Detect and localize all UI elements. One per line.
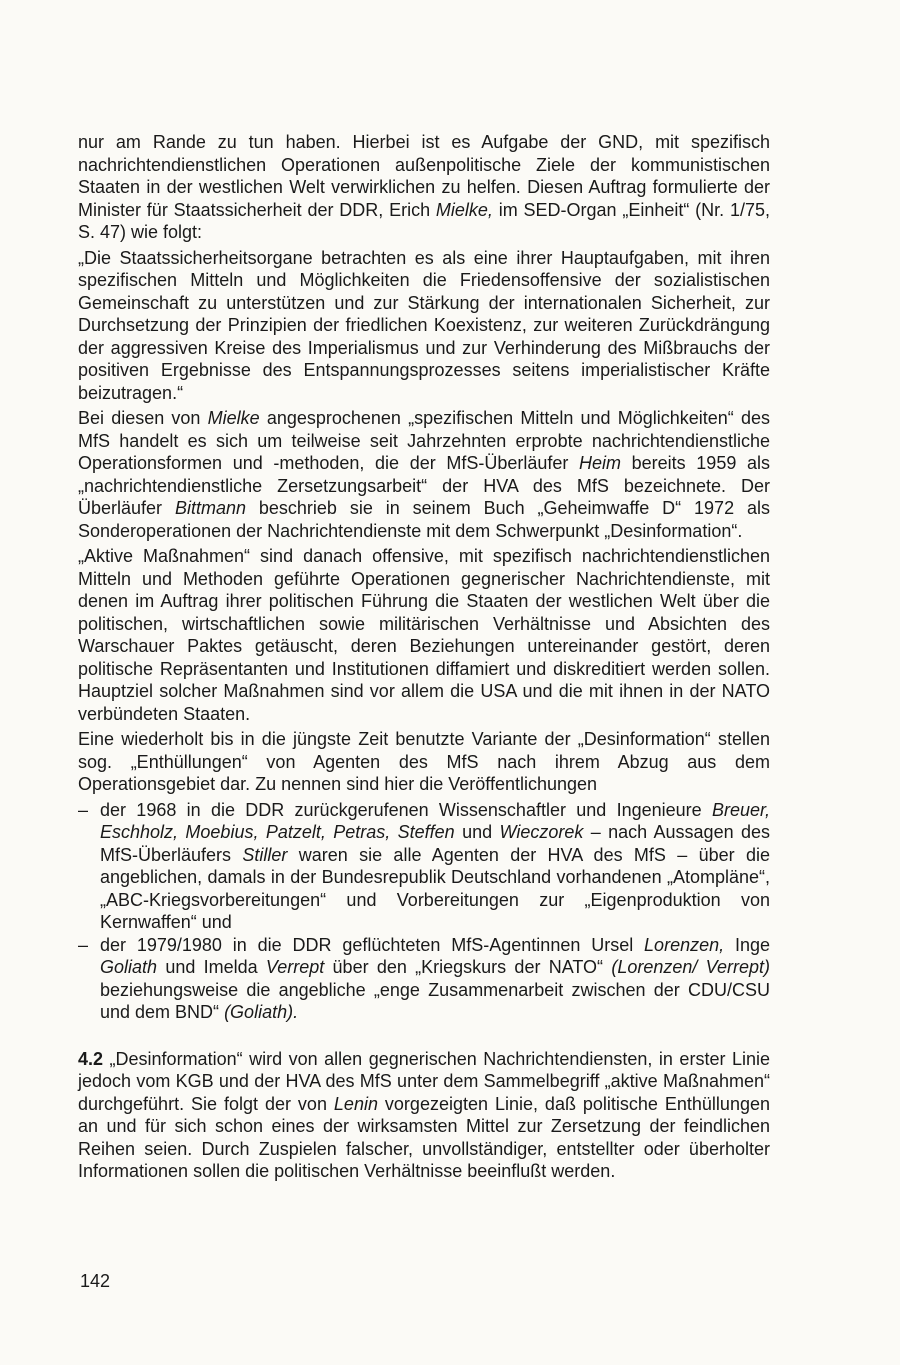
name-emphasis: Verrept bbox=[265, 957, 325, 977]
list-item bbox=[78, 799, 770, 934]
name-emphasis: Mielke, bbox=[435, 199, 493, 220]
publication-list bbox=[78, 799, 770, 1024]
list-dash: – bbox=[78, 799, 89, 820]
name-emphasis: Breuer, Eschholz, Moebius, Patzelt, Petras, Steffen bbox=[100, 799, 770, 842]
section-number: 4.2 bbox=[78, 1048, 104, 1069]
name-emphasis: Lorenzen, bbox=[644, 934, 725, 955]
paragraph-4: „Aktive Maßnahmen“ sind danach offensive, mit spezifisch nachrichtendienstlichen Mitteln und Methoden geführte Operationen gegnerischer Nachrichtendienste, mit denen im Auftrag ihrer politischen Führung die Staaten der westlichen Welt über die politischen, wirtschaftlichen sowie militärischen Verhältnisse und Absichten des Warschauer Paktes getäuscht, deren Beziehungen untereinander gestört, deren politische Repräsentanten und Institutionen diffamiert und diskreditiert werden sollen. Hauptziel solcher Maßnahmen sind vor allem die USA und die mit ihnen in der NATO verbündeten Staaten. bbox=[78, 546, 770, 724]
list-item-text: der 1979/1980 in die DDR geflüchteten MfS-Agentinnen Ursel Lorenzen, Inge Goliath und Imelda Verrept über den „Kriegskurs der NATO“ (Lorenzen/ Verrept) beziehungsweise die angebliche „enge Zusammenarbeit zwischen der CDU/CSU und dem BND“ (Goliath). bbox=[100, 934, 771, 1022]
name-emphasis: Bittmann bbox=[174, 498, 246, 518]
name-emphasis: Wieczorek bbox=[499, 822, 584, 842]
paragraph-5: Eine wiederholt bis in die jüngste Zeit benutzte Variante der „Desinformation“ stellen sog. „Enthüllungen“ von Agenten des MfS nach ihrem Abzug aus dem Operationsgebiet dar. Zu nennen sind hier die Veröffentlichungen bbox=[78, 729, 770, 794]
section-paragraph bbox=[78, 1048, 770, 1183]
name-emphasis: Heim bbox=[579, 453, 622, 473]
paragraph-3: Bei diesen von Mielke angesprochenen „spezifischen Mitteln und Möglichkeiten“ des MfS handelt es sich um teilweise seit Jahrzehnten erprobte nachrichtendienstliche Operationsformen und -methoden, die der MfS-Überläufer Heim bereits 1959 als „nachrichtendienstliche Zersetzungsarbeit“ der HVA des MfS bezeichnete. Der Überläufer Bittmann beschrieb sie in seinem Buch „Geheimwaffe D“ 1972 als Sonderoperationen der Nachrichtendienste mit dem Schwerpunkt „Desinformation“. bbox=[78, 408, 770, 541]
list-item bbox=[78, 934, 771, 1024]
document-body bbox=[78, 131, 770, 1186]
section-text: „Desinformation“ wird von allen gegnerischen Nachrichtendiensten, in erster Linie jedoch vom KGB und der HVA des MfS unter dem Sammelbegriff „aktive Maßnahmen“ durchgeführt. Sie folgt der von Lenin vorgezeigten Linie, daß politische Enthüllungen an und für sich schon eines der wirksamsten Mittel zur Zersetzung der feindlichen Reihen seien. Durch Zuspielen falscher, unvollständiger, entstellter oder überholter Informationen sollen die politischen Verhältnisse beeinflußt werden. bbox=[78, 1048, 770, 1181]
list-item-text: der 1968 in die DDR zurückgerufenen Wissenschaftler und Ingenieure Breuer, Eschholz, Moebius, Patzelt, Petras, Steffen und Wieczorek – nach Aussagen des MfS-Überläufers Stiller waren sie alle Agenten der HVA des MfS – über die angeblichen, damals in der Bundesrepublik Deutschland vorhandenen „Atompläne“, „ABC-Kriegsvorbereitungen“ und Vorbereitungen zur „Eigenproduktion von Kernwaffen“ und bbox=[100, 799, 770, 932]
name-emphasis: Goliath bbox=[100, 957, 158, 977]
name-emphasis: Stiller bbox=[242, 844, 288, 865]
name-emphasis: Mielke bbox=[207, 408, 260, 428]
page-number: 142 bbox=[80, 1271, 111, 1291]
name-emphasis: (Goliath). bbox=[224, 1002, 299, 1022]
list-dash: – bbox=[78, 934, 89, 955]
quote-paragraph: „Die Staatssicherheitsorgane betrachten es als eine ihrer Hauptaufgaben, mit ihren spezifischen Mitteln und Möglichkeiten die Friedensoffensive der sozialistischen Gemeinschaft zu unterstützen und zur Stärkung der internationalen Sicherheit, zur Durchsetzung der Prinzipien der friedlichen Koexistenz, zur weiteren Zurückdrängung der aggressiven Kreise des Imperialismus und zur Verhinderung des Mißbrauchs der positiven Ergebnisse des Entspannungsprozesses seitens imperialistischer Kräfte beizutragen.“ bbox=[78, 247, 770, 403]
name-emphasis: (Lorenzen/ Verrept) bbox=[611, 957, 771, 977]
name-emphasis: Lenin bbox=[333, 1093, 378, 1114]
paragraph-1: nur am Rande zu tun haben. Hierbei ist es Aufgabe der GND, mit spezifisch nachrichtendienstlichen Operationen außenpolitische Ziele der kommunistischen Staaten in der westlichen Welt verwirklichen zu helfen. Diesen Auftrag formulierte der Minister für Staatssicherheit der DDR, Erich Mielke, im SED-Organ „Einheit“ (Nr. 1/75, S. 47) wie folgt: bbox=[78, 132, 770, 242]
